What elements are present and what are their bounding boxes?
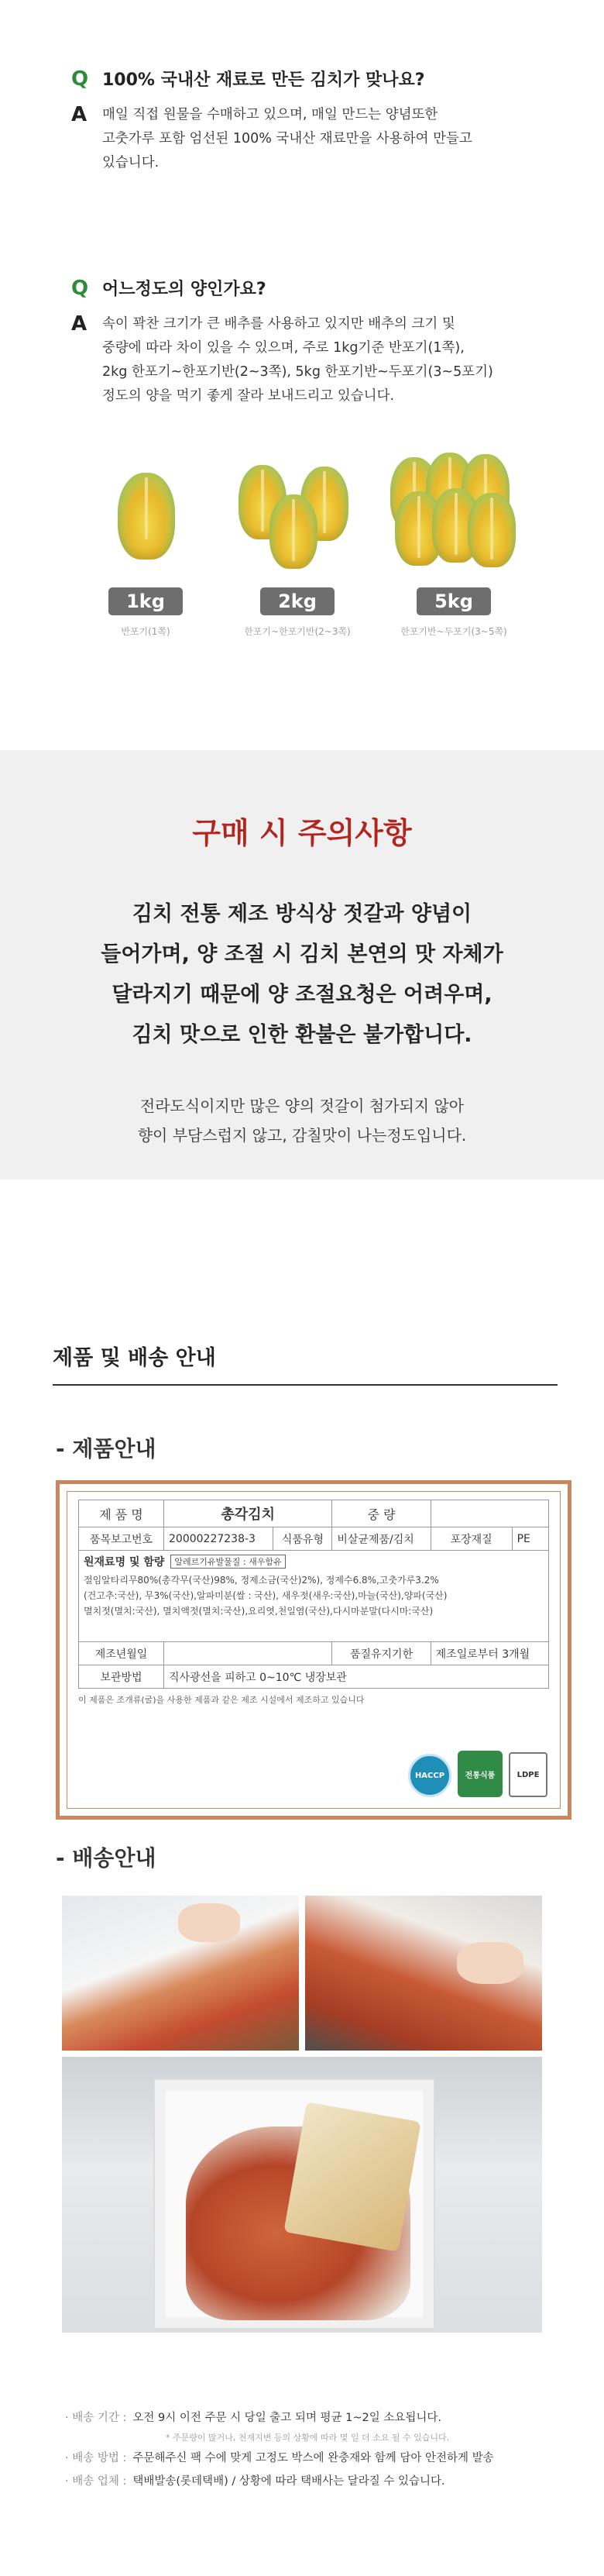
- a-mark: A: [71, 312, 88, 336]
- a-mark: A: [71, 103, 88, 126]
- cabbage-image: [118, 473, 175, 560]
- pack-value: PE: [512, 1527, 548, 1551]
- size-caption: 한포기반~두포기(3~5쪽): [400, 626, 507, 637]
- ingredients-text: 절임알타리무80%(총각무(국산)98%, 정제소금(국산)2%), 정제수6.8%,고춧가루3.2% (건고추:국산), 무3%(국산),알파미분(쌀 : 국산), 새우젓(새우:국산),마늘(국산),양파(국산) 멸치젓(멸치:국산), 멸치액젓(멸치:국산),요리엿,천일염(국산),다시마분말(다시마:국산): [84, 1575, 448, 1617]
- haccp-icon: HACCP: [408, 1754, 451, 1797]
- shipping-row: [65, 2470, 561, 2493]
- made-value: [164, 1642, 332, 1665]
- label-inner: [67, 1491, 561, 1809]
- shipping-row: [65, 2406, 561, 2430]
- shipping-row: [65, 2447, 561, 2470]
- expiry-value: 제조일로부터 3개월: [431, 1642, 548, 1665]
- size-2kg: [239, 457, 355, 637]
- faq-answer: [71, 103, 551, 175]
- report-header: 품목보고번호: [79, 1527, 164, 1551]
- answer-text: 속이 꽉찬 크기가 큰 배추를 사용하고 있지만 배추의 크기 및 중량에 따라 차이 있을 수 있으며, 주로 1kg기준 반포기(1쪽), 2kg 한포기~한포기반(2~3쪽), 5kg 한포기반~두포기(3~5포기) 정도의 양을 먹기 좋게 잘라 보내드리고 있습니다.: [102, 316, 493, 404]
- shipping-value: 택배발송(롯데택배) / 상황에 따라 택배사는 달라질 수 있습니다.: [132, 2475, 445, 2488]
- recycle-ldpe-icon: LDPE: [509, 1752, 547, 1797]
- faq-item: [71, 276, 551, 408]
- weight-badge: 1kg: [108, 587, 183, 615]
- ingredients-cell: [79, 1551, 549, 1642]
- shipping-key: · 배송 업체 :: [65, 2475, 127, 2488]
- question-text: 어느정도의 양인가요?: [102, 280, 266, 299]
- storage-header: 보관방법: [79, 1665, 164, 1689]
- weight-badge: 2kg: [260, 587, 335, 615]
- type-header: 식품유형: [273, 1527, 332, 1551]
- faq-question: [71, 67, 551, 91]
- notice-main-text: 김치 전통 제조 방식상 젓갈과 양념이 들어가며, 양 조절 시 김치 본연의 맛 자체가 달라지기 때문에 양 조절요청은 어려우며, 김치 맛으로 인한 환불은 불가합니다.: [101, 902, 503, 1047]
- shipping-value: 주문해주신 팩 수에 맞게 고정도 박스에 완충재와 함께 담아 안전하게 발송: [132, 2452, 494, 2464]
- traditional-food-icon: 전통식품: [458, 1751, 503, 1797]
- cabbage-image: [468, 493, 516, 567]
- q-mark: Q: [71, 67, 89, 91]
- shipping-info: [65, 2406, 561, 2493]
- kimchi-package: [283, 2102, 420, 2251]
- q-mark: Q: [71, 276, 89, 300]
- box-photo: [62, 2057, 542, 2333]
- type-value: 비살균제품/김치: [332, 1527, 431, 1551]
- section-title: 제품 및 배송 안내: [53, 1346, 216, 1370]
- answer-text: 매일 직접 원물을 수매하고 있으며, 매일 만드는 양념또한 고춧가루 포함 엄선된 100% 국내산 재료만을 사용하여 만들고 있습니다.: [102, 107, 472, 170]
- cabbage-size-illustration: [108, 457, 542, 637]
- certification-marks: [408, 1751, 547, 1797]
- section-divider: [53, 1384, 558, 1386]
- question-text: 100% 국내산 재료로 만든 김치가 맞나요?: [102, 71, 425, 90]
- hand-image: [457, 1942, 523, 1984]
- shipping-footnote: * 주문량이 많거나, 천재지변 등의 상황에 따라 몇 일 더 소요 될 수 있습니다.: [166, 2433, 450, 2443]
- shipping-value: 오전 9시 이전 주문 시 당일 출고 되며 평균 1~2일 소요됩니다.: [132, 2412, 442, 2424]
- purchase-notice: [0, 750, 604, 1180]
- report-number: 20000227238-3: [164, 1527, 273, 1551]
- storage-value: 직사광선을 피하고 0~10℃ 냉장보관: [164, 1665, 549, 1689]
- notice-sub-text: 전라도식이지만 많은 양의 젓갈이 첨가되지 않아 향이 부담스럽지 않고, 감칠맛이 나는정도입니다.: [137, 1097, 467, 1145]
- faq-question: [71, 276, 551, 300]
- notice-title: 구매 시 주의사항: [192, 816, 412, 850]
- allergy-box: 알레르기유발물질 : 새우함유: [170, 1555, 285, 1569]
- pack-header: 포장재질: [431, 1527, 512, 1551]
- product-info-heading: - 제품안내: [56, 1436, 156, 1462]
- allergen-facility-note: 이 제품은 조개류(굴)을 사용한 제품과 같은 제조 시설에서 제조하고 있습니다: [78, 1695, 365, 1705]
- faq-item: [71, 67, 551, 175]
- weight-value: [431, 1500, 548, 1527]
- size-1kg: [108, 457, 201, 637]
- delivery-info-heading: - 배송안내: [56, 1845, 156, 1871]
- weight-header: 중 량: [332, 1500, 431, 1527]
- shipping-key: · 배송 방법 :: [65, 2452, 127, 2464]
- size-5kg: [390, 457, 514, 637]
- expiry-header: 품질유지기한: [332, 1642, 431, 1665]
- faq-answer: [71, 312, 551, 408]
- hand-image: [178, 1903, 240, 1942]
- product-name: 총각김치: [164, 1500, 332, 1527]
- shipping-key: · 배송 기간 :: [65, 2412, 127, 2424]
- name-header: 제 품 명: [79, 1500, 164, 1527]
- size-caption: 한포기~한포기반(2~3쪽): [244, 626, 351, 637]
- made-header: 제조년월일: [79, 1642, 164, 1665]
- sealing-photo: [305, 1896, 542, 2051]
- weight-badge: 5kg: [417, 587, 491, 615]
- ingredients-header: 원재료명 및 함량: [84, 1556, 165, 1569]
- product-label: [56, 1480, 571, 1820]
- label-table: [78, 1500, 549, 1689]
- packing-photo: [62, 1896, 299, 2051]
- cabbage-image: [269, 494, 317, 569]
- size-caption: 반포기(1쪽): [121, 626, 170, 637]
